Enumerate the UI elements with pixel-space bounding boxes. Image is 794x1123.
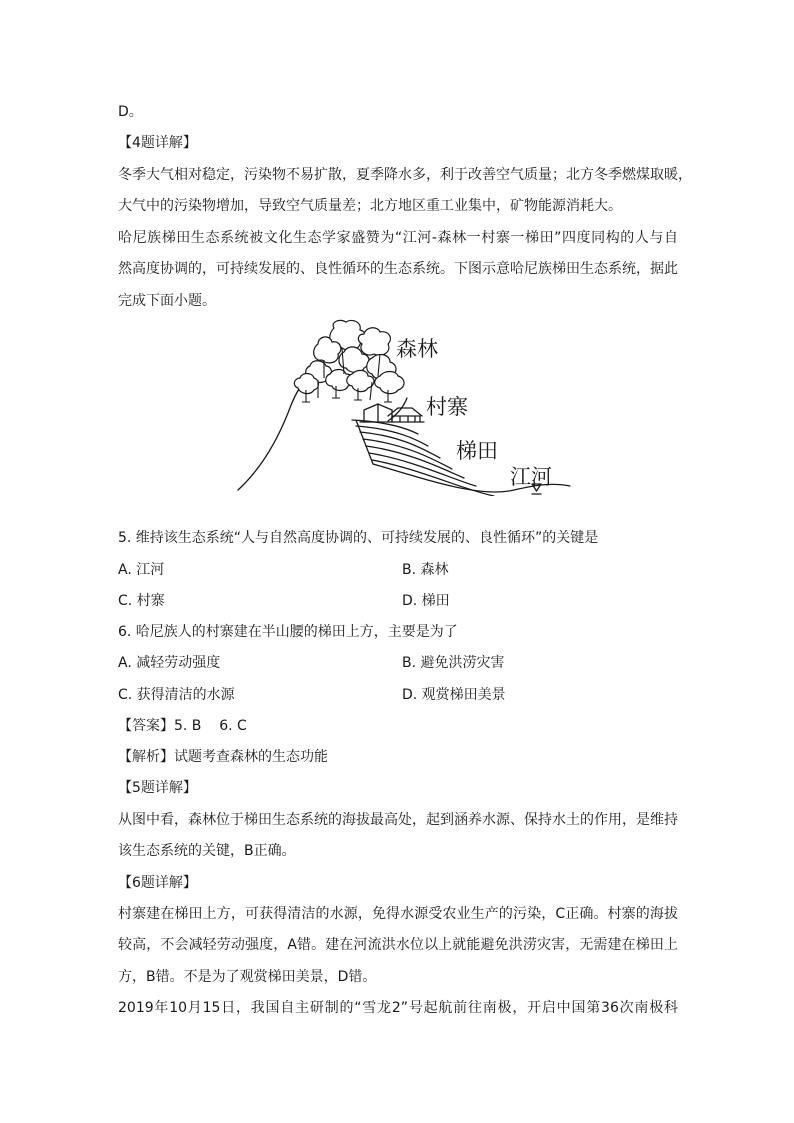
q5-option-b: B. 森林 [402, 562, 449, 578]
text-line: 2019年10月15日，我国自主研制的“雪龙2”号起航前往南极，开启中国第36次南极科 [118, 1000, 678, 1016]
text-line: 该生态系统的关键，B正确。 [118, 843, 296, 859]
section-heading-q4: 【4题详解】 [118, 135, 197, 151]
label-terrace: 梯田 [456, 439, 498, 463]
text-line: 村寨建在梯田上方，可获得清洁的水源，免得水源受农业生产的污染，C正确。村寨的海拔 [118, 906, 678, 922]
q5-option-a: A. 江河 [118, 562, 165, 578]
mountain-slope-left [238, 381, 306, 490]
text-line: D。 [118, 104, 143, 120]
section-heading-q5: 【5题详解】 [118, 780, 197, 796]
text-line: 然高度协调的，可持续发展的、良性循环的生态系统。下图示意哈尼族梯田生态系统，据此 [118, 261, 678, 277]
forest-icon [294, 320, 404, 393]
text-line: 哈尼族梯田生态系统被文化生态学家盛赞为“江河-森林一村寨一梯田”四度同构的人与自 [118, 230, 678, 246]
question-5-stem: 5. 维持该生态系统“人与自然高度协调的、可持续发展的、良性循环”的关键是 [118, 530, 599, 546]
analysis-line: 【解析】试题考查森林的生态功能 [118, 749, 328, 765]
text-line: 较高，不会减轻劳动强度，A错。建在河流洪水位以上就能避免洪涝灾害，无需建在梯田上 [118, 937, 678, 953]
section-heading-q6: 【6题详解】 [118, 875, 197, 891]
question-6-stem: 6. 哈尼族人的村寨建在半山腰的梯田上方，主要是为了 [118, 624, 458, 640]
label-river: 江河 [510, 465, 552, 489]
answer-line: 【答案】5. B 6. C [118, 718, 247, 734]
terrace-sketch [232, 318, 577, 496]
q5-option-c: C. 村寨 [118, 593, 165, 609]
terrace-ecosystem-figure [232, 318, 577, 496]
q6-option-c: C. 获得清洁的水源 [118, 687, 235, 703]
label-village: 村寨 [426, 395, 468, 419]
text-line: 大气中的污染物增加，导致空气质量差；北方地区重工业集中，矿物能源消耗大。 [118, 198, 622, 214]
text-line: 方，B错。不是为了观赏梯田美景，D错。 [118, 969, 377, 985]
q6-option-b: B. 避免洪涝灾害 [402, 655, 505, 671]
label-forest: 森林 [396, 337, 438, 361]
q6-option-a: A. 减轻劳动强度 [118, 655, 221, 671]
text-line: 从图中看，森林位于梯田生态系统的海拔最高处，起到涵养水源、保持水土的作用，是维持 [118, 812, 678, 828]
q6-option-d: D. 观赏梯田美景 [402, 687, 506, 703]
q5-option-d: D. 梯田 [402, 593, 450, 609]
text-line: 冬季大气相对稳定，污染物不易扩散，夏季降水多，利于改善空气质量；北方冬季燃煤取暖， [118, 167, 692, 183]
text-line: 完成下面小题。 [118, 293, 216, 309]
